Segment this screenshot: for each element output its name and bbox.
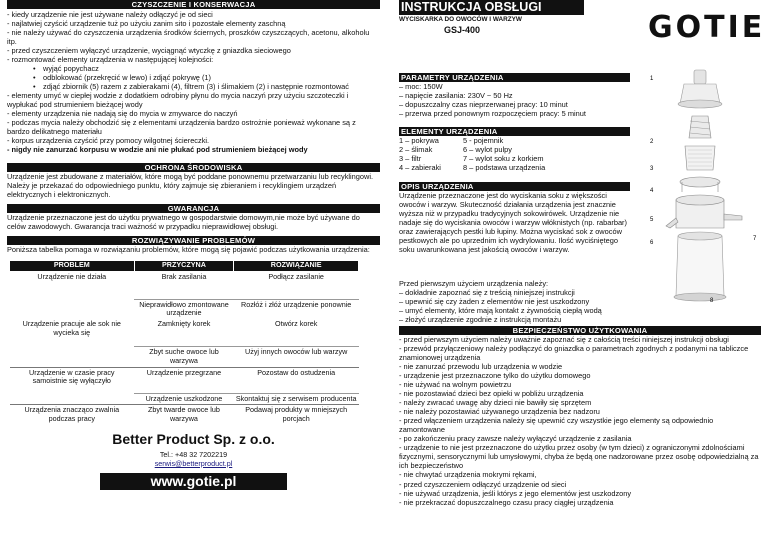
wiper-part <box>680 177 720 192</box>
table-row <box>10 405 359 425</box>
diagram-label: 1 <box>650 76 654 82</box>
table-row <box>10 319 359 347</box>
manual-subtitle: WYCISKARKA DO OWOCÓW I WARZYW <box>399 16 522 23</box>
element-item: 1 – pokrywa <box>399 136 439 145</box>
lid-part <box>678 70 722 108</box>
cell-cause: Zbyt twarde owoce lub warzywa <box>134 405 234 425</box>
manual-title-block <box>399 0 584 36</box>
parameters-header: PARAMETRY URZĄDZENIA <box>399 73 630 82</box>
element-item: 5 - pojemnik <box>463 136 504 145</box>
description-text: Urządzenie przeznaczone jest do wyciskania soku z większości owoców i warzyw. Skuteczność działania urządzenia jest znacznie wyższa niż w przypadku tradycyjnych sokowirówek. Urządzenie nie nadaje się do wyciskania owoców i warzyw włóknistych (np. rabarbar) oraz zawierających pestki lub łupiny. Można wyciskać sok z owoców pestkowych ale po uprzednim ich wydrylowaniu. Ilość wyciśniętego soku uwarunkowana jest jakością owoców i warzyw. <box>399 191 627 255</box>
cell-cause: Urządzenie przegrzane <box>134 367 234 393</box>
element-item: 2 – ślimak <box>399 145 433 155</box>
cell-cause: Nieprawidłowo zmontowane urządzenie <box>134 299 234 319</box>
before-use-line: – dokładnie zapoznać się z treścią niniejszej instrukcji <box>399 288 575 298</box>
filter-part <box>685 146 715 170</box>
column-header-cause: PRZYCZYNA <box>134 260 234 271</box>
safety-line: - nie pozostawiać dzieci bez opieki w pobliżu urządzenia <box>399 389 584 399</box>
diagram-label: 5 <box>650 217 654 223</box>
troubleshooting-header: ROZWIĄZYWANIE PROBLEMÓW <box>7 236 380 245</box>
diagram-label: 3 <box>650 166 654 172</box>
table-row <box>10 299 359 319</box>
cell-problem <box>10 347 135 367</box>
safety-line: - nie należy pozostawiać używanego urządzenia bez nadzoru <box>399 407 600 417</box>
cell-solution: Otwórz korek <box>274 318 318 328</box>
cell-problem <box>10 299 135 319</box>
parameter-line: – dopuszczalny czas nieprzerwanej pracy: 10 minut <box>399 100 568 110</box>
safety-line: - przed włączeniem urządzenia należy się upewnić czy wszystkie jego elementy są odpowiednio zamontowane <box>399 416 714 435</box>
safety-line: - przewód przyłączeniowy należy podłączyć do gniazdka o parametrach zgodnych z podanymi na tabliczce znamionowej urządzenia <box>399 344 749 363</box>
cell-solution: Rozłóż i złóż urządzenie ponownie <box>234 299 359 319</box>
model-number: GSJ-400 <box>444 24 481 35</box>
safety-line: - nie używać urządzenia, jeśli którys z jego elementów jest uszkodzony <box>399 488 632 498</box>
column-header-problem: PROBLEM <box>10 260 135 271</box>
cleaning-bullet: • wyjąć popychacz <box>7 64 380 73</box>
auger-part <box>689 116 711 138</box>
cell-cause: Zamknięty korek <box>157 318 211 328</box>
cleaning-line: - nie należy używać do czyszczenia urządzenia środków ściernych, proszków czyszczących, acetonu, alkoholu itp. <box>7 28 370 47</box>
table-row <box>10 393 359 405</box>
element-item: 8 – podstawa urządzenia <box>463 163 546 173</box>
safety-section <box>399 326 761 507</box>
safety-line: - przed pierwszym użyciem należy uważnie zapoznać się z całością treści niniejszej instrukcji obsługi <box>399 335 729 344</box>
cleaning-line: - rozmontować elementy urządzenia w następującej kolejności: <box>7 55 214 65</box>
troubleshooting-table <box>9 260 359 425</box>
cleaning-warning: - nigdy nie zanurzać korpusu w wodzie ani nie płukać pod strumieniem bieżącej wody <box>7 145 308 155</box>
base-part <box>674 232 726 301</box>
safety-line: - urządzenie to nie jest przeznaczone do użytku przez osoby (w tym dzieci) z ograniczonymi zdolnościami fizycznymi, sensorycznymi lub umysłowymi, chyba że będą one nadzorowane przez osobę odpowiedzialną za ich bezpieczeństwo <box>399 443 759 471</box>
safety-line: - przed czyszczeniem odłączyć urządzenie od sieci <box>399 479 567 489</box>
environment-header: OCHRONA ŚRODOWISKA <box>7 163 380 172</box>
warranty-header: GWARANCJA <box>7 204 380 213</box>
diagram-label: 8 <box>710 298 714 303</box>
element-item: 3 – filtr <box>399 154 422 164</box>
cell-solution: Pozostaw do ostudzenia <box>234 367 359 393</box>
cell-solution: Podawaj produkty w mniejszych porcjach <box>234 405 359 425</box>
company-email-link[interactable]: serwis@betterproduct.pl <box>154 458 233 468</box>
before-use-section <box>399 279 630 324</box>
description-header: OPIS URZĄDZENIA <box>399 182 630 191</box>
table-row <box>10 271 359 299</box>
cell-problem <box>10 393 135 405</box>
safety-line: - należy zwracać uwagę aby dzieci nie bawiły się sprzętem <box>399 398 592 408</box>
diagram-label: 2 <box>650 139 654 145</box>
parameters-section <box>399 73 630 118</box>
element-item: 7 – wylot soku z korkiem <box>463 154 544 164</box>
brand-logo: GOTIE <box>648 10 766 45</box>
element-item: 4 – zabieraki <box>399 163 441 173</box>
cleaning-line: - elementy urządzenia nie nadają się do mycia w zmywarce do naczyń <box>7 109 238 119</box>
cleaning-text <box>7 10 380 155</box>
cell-problem: Urządzenie pracuje ale sok nie wycieka się <box>22 318 121 337</box>
safety-line: - nie przekraczać dopuszczalnego czasu pracy ciągłej urządzenia <box>399 497 614 507</box>
warranty-text: Urządzenie przeznaczone jest do użytku prywatnego w gospodarstwie domowym,nie może być używane do celów zawodowych. Gwarancja traci ważność w przypadku nieprawidłowej obsługi. <box>7 212 360 231</box>
table-row <box>10 367 359 393</box>
safety-header: BEZPIECZEŃSTWO UŻYTKOWANIA <box>399 326 761 335</box>
description-section <box>399 182 630 254</box>
cell-problem: Urządzenia znacząco zwalnia podczas pracy <box>10 405 135 425</box>
cell-cause: Brak zasilania <box>161 271 207 281</box>
cleaning-header: CZYSZCZENIE I KONSERWACJA <box>7 0 380 9</box>
cell-problem: Urządzenie nie działa <box>37 271 107 281</box>
elements-header: ELEMENTY URZĄDZENIA <box>399 127 630 136</box>
cleaning-bullet: • odblokować (przekręcić w lewo) i zdjąć pokrywę (1) <box>7 73 380 82</box>
parameter-line: – przerwa przed ponownym rozpoczęciem pracy: 5 minut <box>399 109 586 119</box>
table-row <box>10 347 359 367</box>
before-use-line: – złożyć urządzenie zgodnie z instrukcją montażu <box>399 315 562 325</box>
before-use-intro: Przed pierwszym użyciem urządzenia należy: <box>399 279 549 288</box>
cleaning-line: - przed czyszczeniem wyłączyć urządzenie, wyciągnąć wtyczkę z gniazdka sieciowego <box>7 46 291 56</box>
cleaning-line: - elementy umyć w ciepłej wodzie z dodatkiem odrobiny płynu do mycia naczyń przy użyciu szczoteczki i wypłukać pod strumieniem bieżącej wody <box>7 91 349 110</box>
juicer-exploded-view <box>632 68 761 303</box>
company-phone: Tel.: +48 32 7202219 <box>159 449 228 459</box>
right-column <box>399 0 766 543</box>
elements-list <box>399 136 630 172</box>
cleaning-bullet: • zdjąć zbiornik (5) razem z zabierakami (4), filtrem (3) i ślimakiem (2) i następnie rozmontować <box>7 82 380 91</box>
safety-line: - nie zanurzać przewodu lub urządzenia w wodzie <box>399 362 563 372</box>
diagram-label: 4 <box>650 188 654 194</box>
company-name: Better Product Sp. z o.o. <box>112 430 275 447</box>
diagram-label: 6 <box>650 240 654 246</box>
safety-line: - nie używać na wolnym powietrzu <box>399 380 512 390</box>
safety-line: - urządzenie jest przeznaczone tylko do użytku domowego <box>399 371 591 381</box>
cleaning-line: - korpus urządzenia czyścić przy pomocy wilgotnej ściereczki. <box>7 136 210 146</box>
company-info <box>7 431 380 469</box>
safety-line: - po zakończeniu pracy zawsze należy wyłączyć urządzenie z zasilania <box>399 434 632 444</box>
cell-solution: Skontaktuj się z serwisem producenta <box>234 393 359 405</box>
cell-cause: Zbyt suche owoce lub warzywa <box>134 347 234 367</box>
safety-line: - nie chwytać urządzenia mokrymi rękami, <box>399 470 537 480</box>
before-use-line: – umyć elementy, które mają kontakt z żywnością ciepłą wodą <box>399 306 602 316</box>
troubleshooting-intro: Poniższa tabelka pomaga w rozwiązaniu problemów, które mogą się pojawić podczas użytkowania urządzenia: <box>7 244 370 254</box>
parameter-line: – moc: 150W <box>399 82 443 91</box>
cell-cause: Urządzenie uszkodzone <box>134 393 234 405</box>
cleaning-line: - podczas mycia należy obchodzić się z elementami urządzenia bardzo ostrożnie ponieważ wykonane są z bardzo delikatnego materiału <box>7 118 356 137</box>
cell-problem: Urządzenie w czasie pracy samoistnie się wyłączyło <box>10 367 135 393</box>
elements-section <box>399 127 630 172</box>
manual-title: INSTRUKCJA OBSŁUGI <box>399 0 584 15</box>
juicer-diagram <box>632 68 761 303</box>
container-part <box>666 195 742 228</box>
left-column <box>7 0 380 490</box>
element-item: 6 – wylot pulpy <box>463 145 512 155</box>
website-link[interactable]: www.gotie.pl <box>100 473 287 490</box>
column-header-solution: ROZWIĄZANIE <box>234 260 359 271</box>
cleaning-line: - kiedy urządzenie nie jest używane należy odłączyć je od sieci <box>7 10 213 19</box>
cell-solution: Podłącz zasilanie <box>268 271 324 281</box>
parameter-line: – napięcie zasilania: 230V ~ 50 Hz <box>399 91 513 101</box>
diagram-label: 7 <box>753 236 757 242</box>
cell-solution: Użyj innych owoców lub warzyw <box>234 347 359 367</box>
cleaning-line: - najlatwiej czyścić urządzenie tuż po użyciu zanim sito i pozostałe elementy zaschną <box>7 19 286 29</box>
before-use-line: – upewnić się czy żaden z elementów nie jest uszkodzony <box>399 297 590 307</box>
environment-text: Urządzenie jest zbudowane z materiałów, które mogą być poddane ponownemu przetwarzaniu lub recyklingowi. Należy je przekazać do odpowiedniego punktu, który zajmuje się zbieraniem i recyklingiem urządzeń elektrycznych i elektronicznych. <box>7 171 374 199</box>
